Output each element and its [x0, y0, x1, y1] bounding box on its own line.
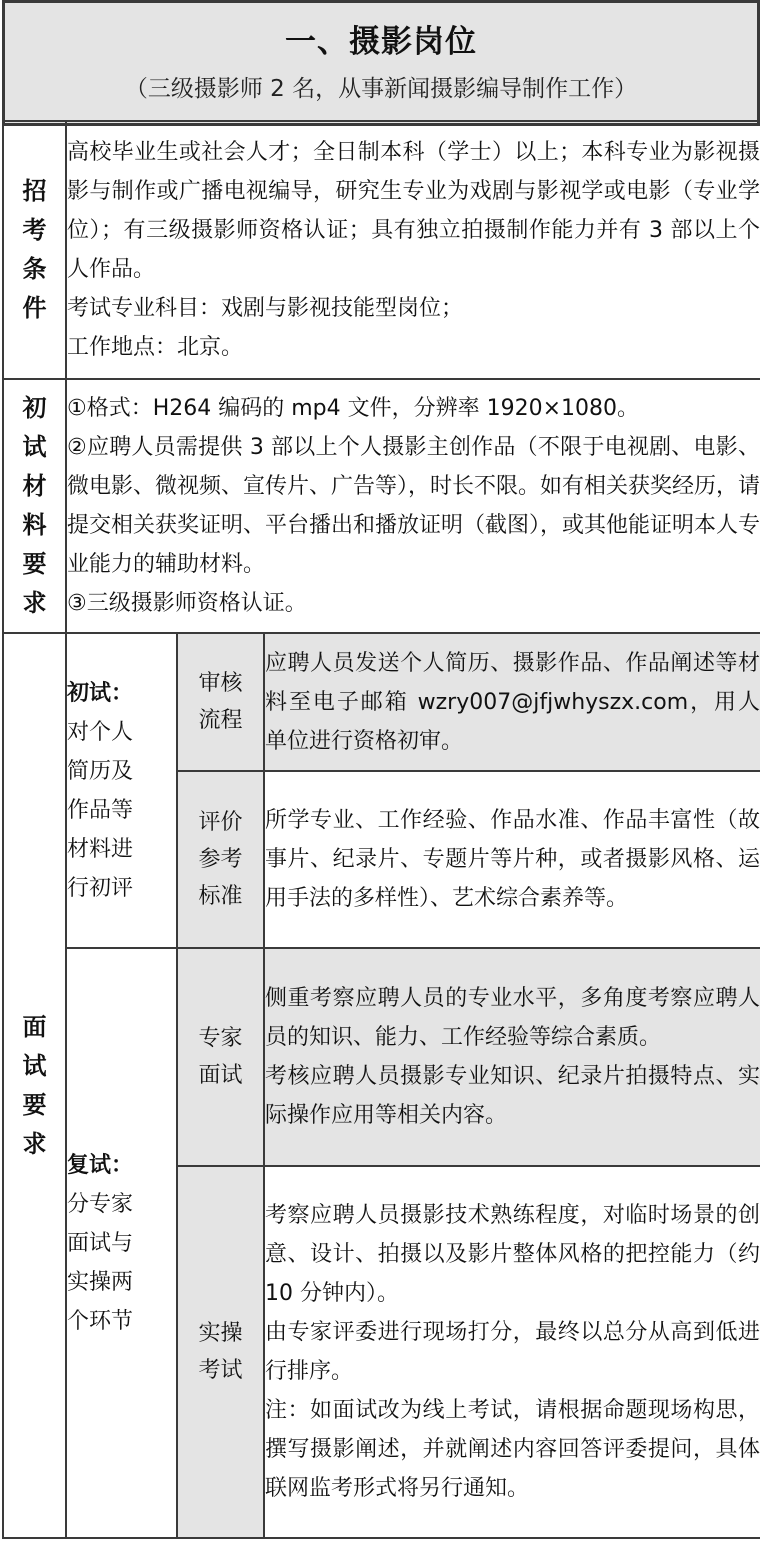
practical-exam-text — [264, 1166, 760, 1538]
conditions-line: 高校毕业生或社会人才；全日制本科（学士）以上；本科专业为影视摄影与制作或广播电视编导，研究生专业为戏剧与影视学或电影（专业学位）；有三级摄影师资格认证；具有独立拍摄制作能力并有 3 部以上个人作品。 — [67, 140, 760, 282]
practical-exam-line: 注：如面试改为线上考试，请根据命题现场构思，撰写摄影阐述，并就阐述内容回答评委提问，具体联网监考形式将另行通知。 — [265, 1398, 760, 1501]
expert-interview-row — [3, 948, 760, 1166]
materials-line: ①格式：H264 编码的 mp4 文件，分辨率 1920×1080。 — [67, 396, 640, 421]
second-round-cell — [66, 948, 177, 1538]
expert-interview-line: 侧重考察应聘人员的专业水平，多角度考察应聘人员的知识、能力、工作经验等综合素质。 — [265, 986, 760, 1050]
conditions-line: 工作地点：北京。 — [67, 335, 244, 360]
evaluation-criteria-text: 所学专业、工作经验、作品水准、作品丰富性（故事片、纪录片、专题片等片种，或者摄影风格、运用手法的多样性）、艺术综合素养等。 — [264, 771, 760, 948]
second-round-title: 复试： — [67, 1152, 134, 1178]
second-round-desc: 分专家面试与实操两个环节 — [67, 1191, 134, 1334]
conditions-content — [66, 121, 760, 379]
review-process-text: 应聘人员发送个人简历、摄影作品、作品阐述等材料至电子邮箱 wzry007@jfjwhyszx.com，用人单位进行资格初审。 — [264, 633, 760, 771]
practical-exam-label: 实操考试 — [177, 1166, 264, 1538]
review-process-row — [3, 633, 760, 771]
position-header — [2, 0, 760, 126]
conditions-row — [3, 121, 760, 379]
position-title: 一、摄影岗位 — [285, 24, 477, 60]
materials-row — [3, 379, 760, 633]
evaluation-criteria-label: 评价参考标准 — [177, 771, 264, 948]
first-round-desc: 对个人简历及作品等材料进行初评 — [67, 719, 134, 901]
first-round-title: 初试： — [67, 680, 134, 706]
first-round-cell — [66, 633, 177, 948]
review-process-label: 审核流程 — [177, 633, 264, 771]
expert-interview-line: 考核应聘人员摄影专业知识、纪录片拍摄特点、实际操作应用等相关内容。 — [265, 1064, 760, 1128]
expert-interview-text — [264, 948, 760, 1166]
materials-line: ③三级摄影师资格认证。 — [67, 591, 307, 616]
conditions-label: 招考条件 — [3, 121, 66, 379]
practical-exam-line: 考察应聘人员摄影技术熟练程度，对临时场景的创意、设计、拍摄以及影片整体风格的把控能力（约 10 分钟内）。 — [265, 1203, 760, 1306]
requirements-table — [2, 120, 760, 1539]
materials-label: 初试材料要求 — [3, 379, 66, 633]
expert-interview-label: 专家面试 — [177, 948, 264, 1166]
interview-label: 面试要求 — [3, 633, 66, 1538]
materials-content — [66, 379, 760, 633]
position-subtitle: （三级摄影师 2 名，从事新闻摄影编导制作工作） — [124, 76, 638, 102]
materials-line: ②应聘人员需提供 3 部以上个人摄影主创作品（不限于电视剧、电影、微电影、微视频、宣传片、广告等），时长不限。如有相关获奖经历，请提交相关获奖证明、平台播出和播放证明（截图），或其他能证明本人专业能力的辅助材料。 — [67, 435, 760, 577]
conditions-line: 考试专业科目：戏剧与影视技能型岗位； — [67, 296, 464, 321]
practical-exam-line: 由专家评委进行现场打分，最终以总分从高到低进行排序。 — [265, 1320, 760, 1384]
